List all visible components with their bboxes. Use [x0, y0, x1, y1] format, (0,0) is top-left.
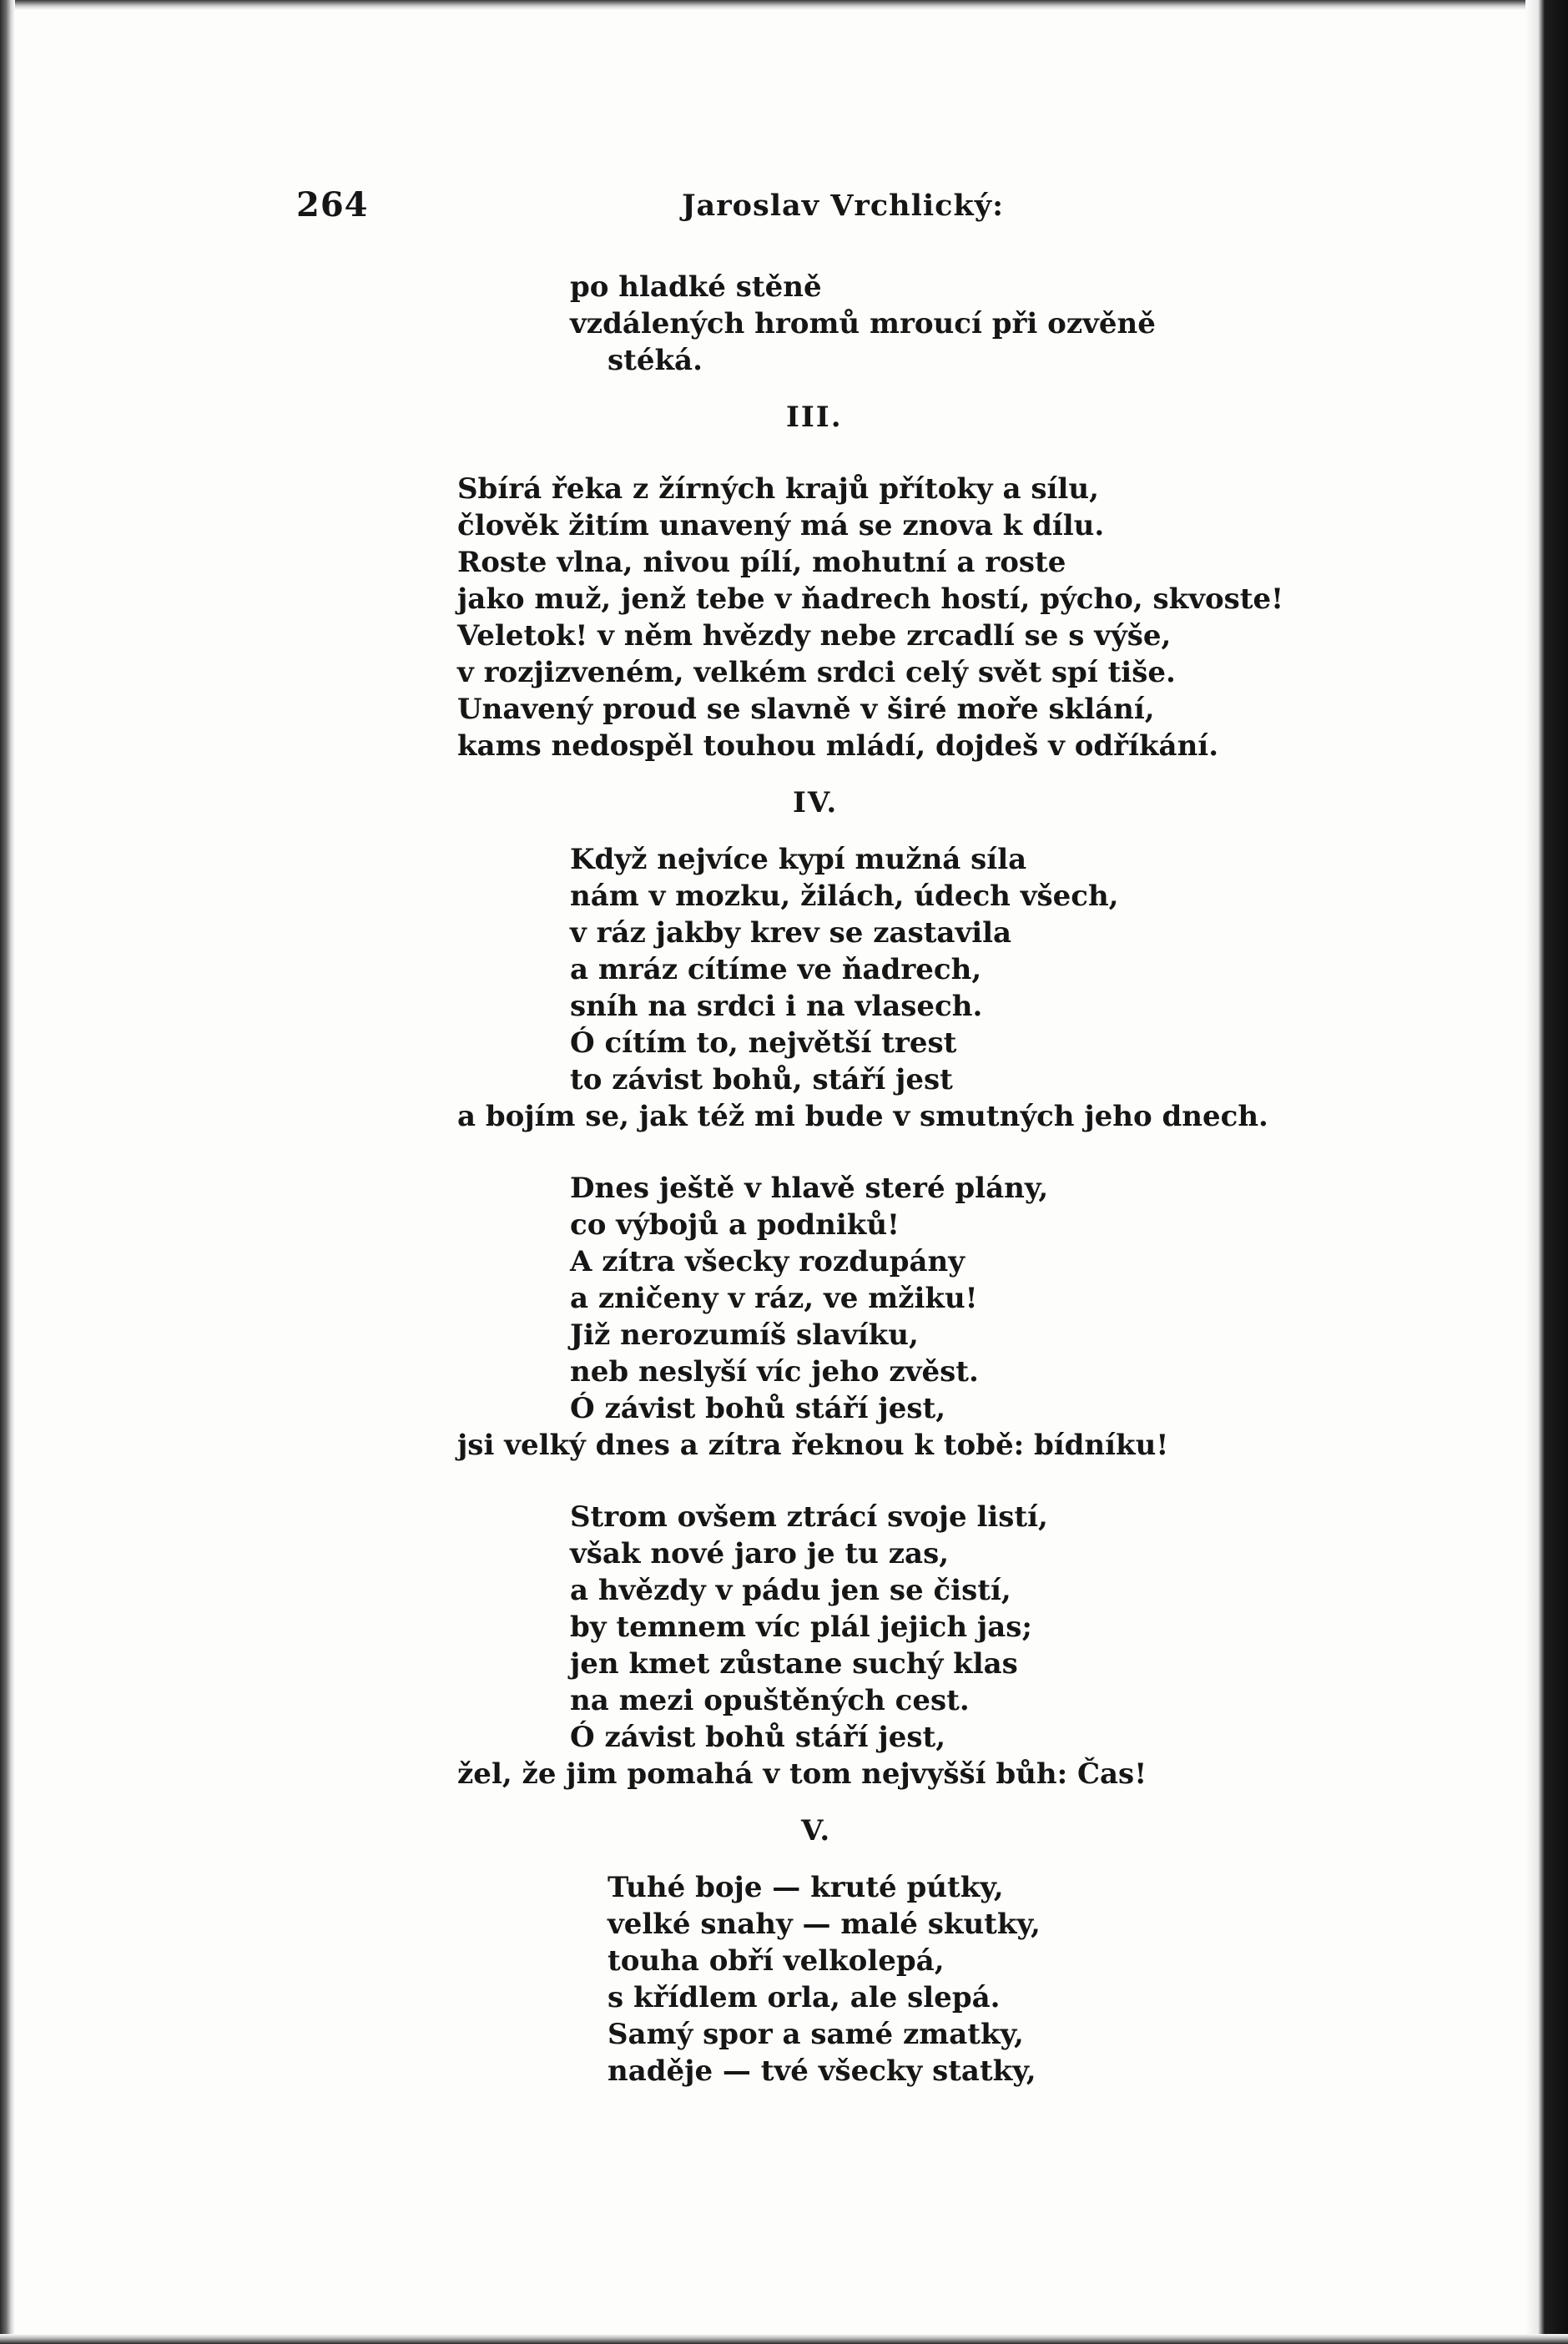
- page-edge-top: [0, 0, 1568, 10]
- poem-line: by temnem víc plál jejich jas;: [570, 1611, 1032, 1644]
- section-heading-v: V.: [801, 1814, 832, 1847]
- section-heading-iv: IV.: [793, 786, 839, 819]
- poem-line: v ráz jakby krev se zastavila: [570, 916, 1012, 950]
- section-heading-iii: III.: [786, 401, 843, 434]
- poem-line: to závist bohů, stáří jest: [570, 1063, 953, 1096]
- poem-line: Sbírá řeka z žírných krajů přítoky a sílu,: [457, 472, 1099, 506]
- poem-text: [457, 269, 1325, 2089]
- poem-line: neb neslyší víc jeho zvěst.: [570, 1355, 979, 1389]
- running-head: Jaroslav Vrchlický:: [682, 189, 1004, 223]
- poem-line: Ó závist bohů stáří jest,: [570, 1721, 946, 1754]
- poem-line: na mezi opuštěných cest.: [570, 1684, 970, 1717]
- poem-line: Samý spor a samé zmatky,: [608, 2018, 1024, 2051]
- poem-line: Tuhé boje — kruté pútky,: [608, 1871, 1004, 1904]
- poem-line: nám v mozku, žilách, údech všech,: [570, 880, 1119, 913]
- page-header: [296, 185, 1356, 235]
- poem-line: člověk žitím unavený má se znova k dílu.: [457, 509, 1105, 542]
- poem-line: a mráz cítíme ve ňadrech,: [570, 953, 982, 986]
- poem-line: jsi velký dnes a zítra řeknou k tobě: bídníku!: [457, 1429, 1169, 1462]
- poem-line: touha obří velkolepá,: [608, 1944, 945, 1978]
- poem-line: žel, že jim pomahá v tom nejvyšší bůh: Čas!: [457, 1757, 1147, 1791]
- poem-line: kams nedospěl touhou mládí, dojdeš v odříkání.: [457, 729, 1219, 763]
- poem-line: a zničeny v ráz, ve mžiku!: [570, 1282, 978, 1315]
- poem-line: Veletok! v něm hvězdy nebe zrcadlí se s výše,: [457, 619, 1172, 653]
- poem-line: co výbojů a podniků!: [570, 1208, 900, 1242]
- poem-line: s křídlem orla, ale slepá.: [608, 1981, 1001, 2014]
- poem-line: stéká.: [608, 344, 703, 377]
- page-edge-right: [1525, 0, 1568, 2344]
- poem-line: naděje — tvé všecky statky,: [608, 2054, 1036, 2088]
- poem-line: po hladké stěně: [570, 270, 822, 304]
- poem-line: Když nejvíce kypí mužná síla: [570, 843, 1027, 876]
- poem-line: a bojím se, jak též mi bude v smutných jeho dnech.: [457, 1100, 1268, 1133]
- poem-line: jako muž, jenž tebe v ňadrech hostí, pýcho, skvoste!: [457, 582, 1284, 616]
- poem-line: velké snahy — malé skutky,: [608, 1908, 1041, 1941]
- poem-line: jen kmet zůstane suchý klas: [570, 1647, 1018, 1681]
- poem-line: vzdálených hromů mroucí při ozvěně: [570, 307, 1156, 340]
- poem-line: Ó závist bohů stáří jest,: [570, 1392, 946, 1425]
- page-number: 264: [296, 185, 369, 224]
- poem-line: Strom ovšem ztrácí svoje listí,: [570, 1500, 1048, 1534]
- poem-line: Již nerozumíš slavíku,: [570, 1318, 919, 1352]
- poem-line: Dnes ještě v hlavě steré plány,: [570, 1172, 1049, 1205]
- poem-line: a hvězdy v pádu jen se čistí,: [570, 1574, 1011, 1607]
- poem-line: však nové jaro je tu zas,: [570, 1537, 950, 1570]
- page-edge-left: [0, 0, 15, 2344]
- poem-line: Ó cítím to, největší trest: [570, 1026, 957, 1060]
- poem-line: Roste vlna, nivou pílí, mohutní a roste: [457, 546, 1066, 579]
- poem-line: v rozjizveném, velkém srdci celý svět spí tiše.: [457, 656, 1176, 689]
- poem-line: A zítra všecky rozdupány: [570, 1245, 965, 1278]
- poem-line: Unavený proud se slavně v širé moře sklání,: [457, 693, 1155, 726]
- page-edge-bottom: [0, 2334, 1568, 2344]
- poem-line: sníh na srdci i na vlasech.: [570, 990, 983, 1023]
